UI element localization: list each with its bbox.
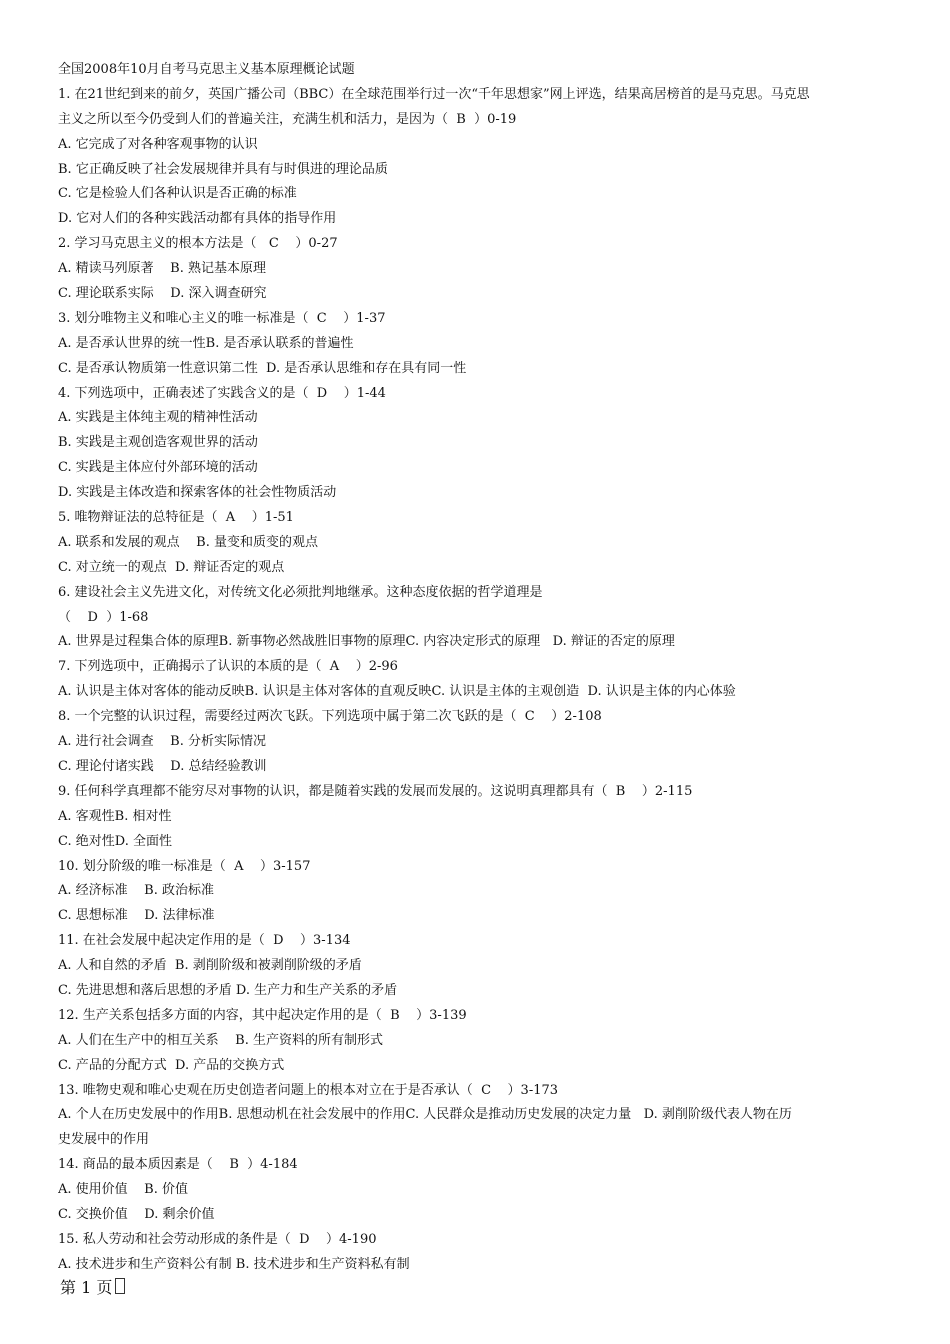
text-line: 主义之所以至今仍受到人们的普遍关注，充满生机和活力，是因为（ B ）0-19 <box>58 111 517 127</box>
document-body <box>58 58 898 1278</box>
text-line: A. 它完成了对各种客观事物的认识 <box>58 136 258 152</box>
text-line: A. 实践是主体纯主观的精神性活动 <box>58 410 258 426</box>
text-line: 15. 私人劳动和社会劳动形成的条件是（ D ）4-190 <box>58 1231 377 1247</box>
text-line: A. 个人在历史发展中的作用B. 思想动机在社会发展中的作用C. 人民群众是推动历史发展的决定力量 D. 剥削阶级代表人物在历 <box>58 1107 792 1123</box>
text-line: 9. 任何科学真理都不能穷尽对事物的认识，都是随着实践的发展而发展的。这说明真理都具有（ B ）2-115 <box>58 783 693 799</box>
text-line: B. 它正确反映了社会发展规律并具有与时俱进的理论品质 <box>58 161 388 177</box>
text-line: A. 经济标准 B. 政治标准 <box>58 883 215 899</box>
text-line: C. 是否承认物质第一性意识第二性 D. 是否承认思维和存在具有同一性 <box>58 360 467 376</box>
text-line: 14. 商品的最本质因素是（ B ）4-184 <box>58 1157 298 1173</box>
text-line: 8. 一个完整的认识过程，需要经过两次飞跃。下列选项中属于第二次飞跃的是（ C ）2-108 <box>58 709 602 725</box>
text-line: C. 理论付诸实践 D. 总结经验教训 <box>58 758 267 774</box>
text-line: 4. 下列选项中，正确表述了实践含义的是（ D ）1-44 <box>58 385 386 401</box>
page-marker-icon <box>115 1278 125 1294</box>
text-line: A. 使用价值 B. 价值 <box>58 1182 189 1198</box>
text-line: A. 联系和发展的观点 B. 量变和质变的观点 <box>58 534 319 550</box>
text-line: C. 它是检验人们各种认识是否正确的标准 <box>58 186 297 202</box>
text-line: 6. 建设社会主义先进文化，对传统文化必须批判地继承。这种态度依据的哲学道理是 <box>58 584 543 600</box>
text-line: 3. 划分唯物主义和唯心主义的唯一标准是（ C ）1-37 <box>58 310 386 326</box>
text-line: C. 交换价值 D. 剩余价值 <box>58 1206 215 1222</box>
text-line: D. 实践是主体改造和探索客体的社会性物质活动 <box>58 485 337 501</box>
text-line: C. 理论联系实际 D. 深入调查研究 <box>58 286 267 302</box>
text-line: C. 对立统一的观点 D. 辩证否定的观点 <box>58 559 285 575</box>
text-line: B. 实践是主观创造客观世界的活动 <box>58 435 258 451</box>
text-line: 5. 唯物辩证法的总特征是（ A ）1-51 <box>58 510 294 526</box>
text-line: C. 先进思想和落后思想的矛盾 D. 生产力和生产关系的矛盾 <box>58 982 398 998</box>
text-line: C. 产品的分配方式 D. 产品的交换方式 <box>58 1057 285 1073</box>
text-line: A. 人们在生产中的相互关系 B. 生产资料的所有制形式 <box>58 1032 384 1048</box>
text-line: A. 技术进步和生产资料公有制 B. 技术进步和生产资料私有制 <box>58 1256 410 1272</box>
page-number: 第 1 页 <box>60 1278 113 1297</box>
text-line: C. 思想标准 D. 法律标准 <box>58 908 215 924</box>
text-line: A. 是否承认世界的统一性B. 是否承认联系的普遍性 <box>58 335 354 351</box>
text-line: 7. 下列选项中，正确揭示了认识的本质的是（ A ）2-96 <box>58 659 398 675</box>
document-title: 全国2008年10月自考马克思主义基本原理概论试题 <box>58 62 355 77</box>
text-line: 13. 唯物史观和唯心史观在历史创造者问题上的根本对立在于是否承认（ C ）3-173 <box>58 1082 559 1098</box>
text-line: A. 人和自然的矛盾 B. 剥削阶级和被剥削阶级的矛盾 <box>58 958 362 974</box>
text-line: A. 精读马列原著 B. 熟记基本原理 <box>58 261 267 277</box>
text-line: 10. 划分阶级的唯一标准是（ A ）3-157 <box>58 858 311 874</box>
page-footer <box>60 1276 125 1300</box>
text-line: A. 客观性B. 相对性 <box>58 808 172 824</box>
text-line: A. 进行社会调查 B. 分析实际情况 <box>58 734 267 750</box>
text-line: A. 世界是过程集合体的原理B. 新事物必然战胜旧事物的原理C. 内容决定形式的原理 D. 辩证的否定的原理 <box>58 634 675 650</box>
text-line: 12. 生产关系包括多方面的内容，其中起决定作用的是（ B ）3-139 <box>58 1007 467 1023</box>
text-line: A. 认识是主体对客体的能动反映B. 认识是主体对客体的直观反映C. 认识是主体的主观创造 D. 认识是主体的内心体验 <box>58 684 736 700</box>
text-line: 2. 学习马克思主义的根本方法是（ C ）0-27 <box>58 236 338 252</box>
text-line: D. 它对人们的各种实践活动都有具体的指导作用 <box>58 211 337 227</box>
text-line: 1. 在21世纪到来的前夕，英国广播公司（BBC）在全球范围举行过一次“千年思想家”网上评选，结果高居榜首的是马克思。马克思 <box>58 86 810 102</box>
text-line: 史发展中的作用 <box>58 1132 150 1148</box>
text-line: C. 实践是主体应付外部环境的活动 <box>58 460 258 476</box>
text-line: 11. 在社会发展中起决定作用的是（ D ）3-134 <box>58 933 351 949</box>
text-line: （ D ）1-68 <box>58 609 149 625</box>
text-line: C. 绝对性D. 全面性 <box>58 833 172 849</box>
